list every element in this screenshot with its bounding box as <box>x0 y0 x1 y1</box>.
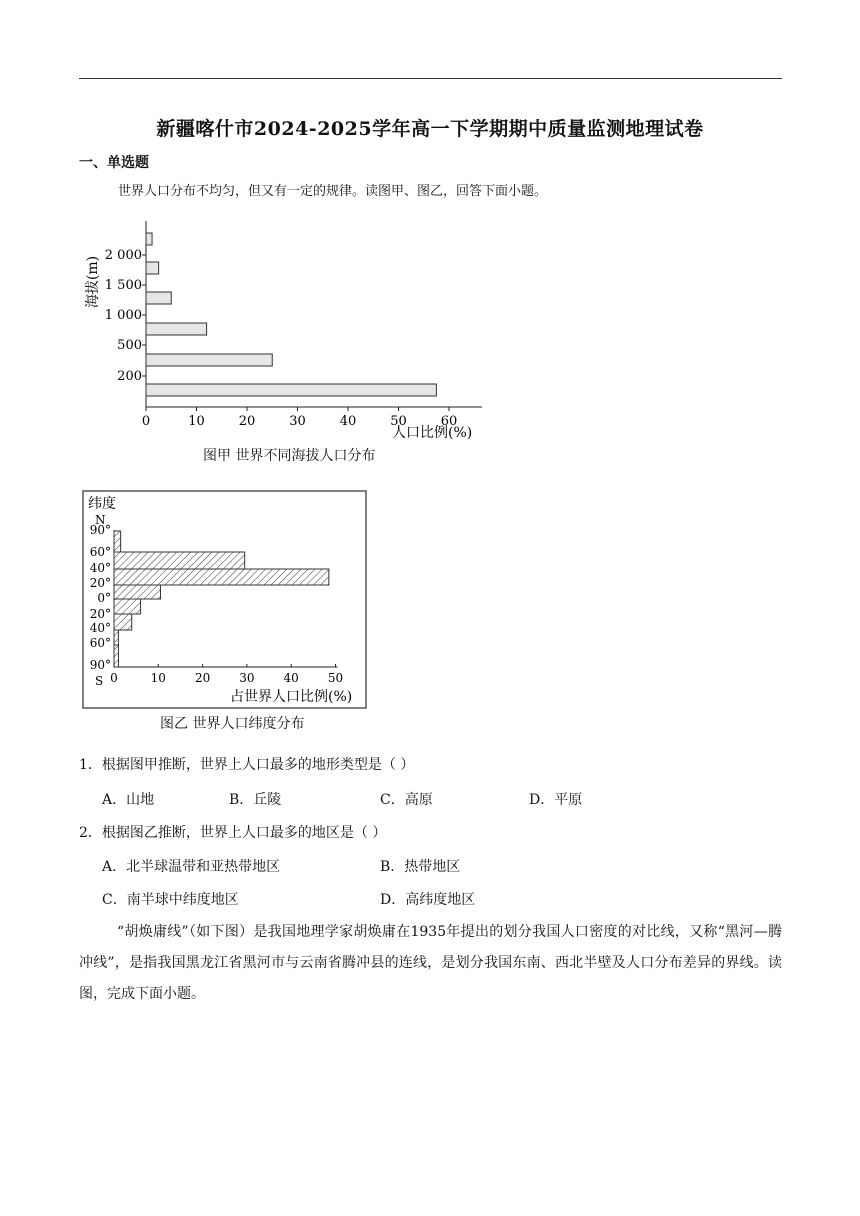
question-1-option-d[interactable]: D．平原 <box>529 792 583 808</box>
question-2-stem: 2．根据图乙推断，世界上人口最多的地区是（ ） <box>79 825 387 841</box>
chart-a-y-tick-label: 1 500 <box>104 278 142 293</box>
chart-b-north-label: N <box>95 513 106 527</box>
chart-b-x-tick-label: 10 <box>150 671 166 685</box>
chart-b-bar <box>114 630 118 645</box>
chart-b-south-label: S <box>95 674 104 688</box>
chart-b-y-tick-label: 20° <box>89 607 111 621</box>
chart-b-y-tick-label: 60° <box>89 545 111 559</box>
chart-a-xlabel: 人口比例(%) <box>392 425 473 441</box>
chart-a-x-tick-label: 50 <box>390 414 407 429</box>
question-2-option-a[interactable]: A．北半球温带和亚热带地区 <box>102 859 281 875</box>
chart-a-y-tick-label: 1 000 <box>104 308 142 323</box>
chart-b-caption: 图乙 世界人口纬度分布 <box>160 716 305 732</box>
chart-a-x-tick-label: 10 <box>188 414 205 429</box>
question-2-option-c[interactable]: C．南半球中纬度地区 <box>102 892 239 908</box>
passage-body: “胡焕庸线”（如下图）是我国地理学家胡焕庸在1935年提出的划分我国人口密度的对比线，又称“黑河—腾冲线”，是指我国黑龙江省黑河市与云南省腾冲县的连线，是划分我国东南、西北半壁及人口分布差异的界线。读图，完成下面小题。 <box>79 924 782 1002</box>
chart-b-x-tick-label: 20 <box>194 671 211 685</box>
chart-b-bar <box>114 599 141 614</box>
chart-b-x-tick-label: 30 <box>239 671 255 685</box>
chart-a-x-tick-label: 60 <box>440 414 458 429</box>
chart-a-x-tick-label: 0 <box>141 414 151 429</box>
chart-a-x-tick-label: 20 <box>238 414 256 429</box>
chart-b-y-tick-label: 20° <box>89 576 111 590</box>
chart-b-bar <box>114 645 118 667</box>
page-title: 新疆喀什市2024-2025学年高一下学期期中质量监测地理试卷 <box>156 118 704 140</box>
chart-b-bar <box>114 569 329 585</box>
chart-b-x-tick-label: 40 <box>283 671 299 685</box>
question-1-option-b[interactable]: B．丘陵 <box>229 792 282 808</box>
chart-a-ylabel: 海拔(m) <box>85 255 101 309</box>
chart-b-bar <box>114 585 161 599</box>
chart-b-y-tick-label: 40° <box>89 621 111 635</box>
chart-a-y-tick-label: 500 <box>117 338 142 353</box>
question-2-option-b[interactable]: B．热带地区 <box>380 859 461 875</box>
chart-a-x-tick-label: 30 <box>289 414 306 429</box>
chart-a-y-tick-label: 2 000 <box>104 248 142 263</box>
chart-b-bar <box>114 552 245 569</box>
chart-b-y-tick-label: 60° <box>89 636 111 650</box>
intro-text: 世界人口分布不均匀，但又有一定的规律。读图甲、图乙，回答下面小题。 <box>118 184 548 199</box>
passage-text <box>79 917 782 1010</box>
chart-b-x-tick-label: 0 <box>110 671 118 685</box>
question-1-option-c[interactable]: C．高原 <box>380 792 433 808</box>
chart-b-bar <box>114 614 132 630</box>
section-heading: 一、单选题 <box>79 155 149 171</box>
chart-a-caption: 图甲 世界不同海拔人口分布 <box>203 448 376 464</box>
chart-b-x-tick-label: 50 <box>327 671 344 685</box>
chart-a-x-tick-label: 40 <box>339 414 357 429</box>
question-2-option-d[interactable]: D．高纬度地区 <box>380 892 476 908</box>
chart-b-y-tick-label: 40° <box>89 561 111 575</box>
chart-b-bar <box>114 531 121 552</box>
chart-a-y-tick-label: 200 <box>117 369 142 384</box>
question-1-option-a[interactable]: A．山地 <box>102 792 155 808</box>
chart-b-y-tick-label: 0° <box>97 591 111 605</box>
question-1-stem: 1．根据图甲推断，世界上人口最多的地形类型是（ ） <box>79 757 415 773</box>
chart-b-ylabel: 纬度 <box>88 496 116 512</box>
chart-b-y-tick-label: 90° <box>89 523 111 537</box>
chart-b-xlabel: 占世界人口比例(%) <box>230 689 353 705</box>
chart-b-y-tick-label: 90° <box>89 658 111 672</box>
